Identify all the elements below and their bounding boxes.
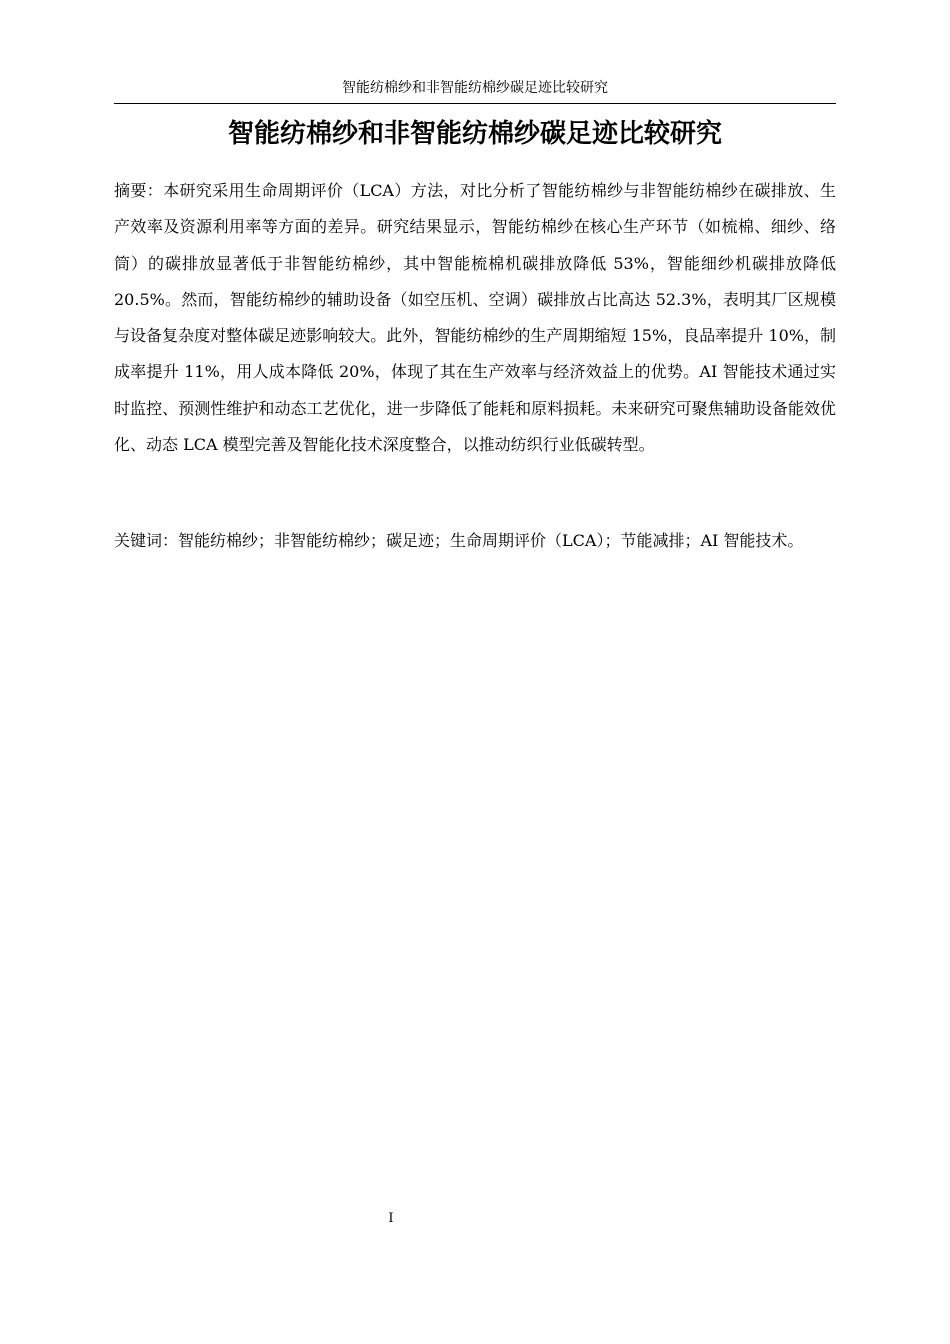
keywords-paragraph — [114, 524, 836, 558]
running-header: 智能纺棉纱和非智能纺棉纱碳足迹比较研究 — [342, 80, 608, 96]
keywords-label: 关键词： — [114, 531, 179, 550]
header-divider — [114, 103, 836, 104]
abstract-text: 本研究采用生命周期评价（LCA）方法，对比分析了智能纺棉纱与非智能纺棉纱在碳排放、生产效率及资源利用率等方面的差异。研究结果显示，智能纺棉纱在核心生产环节（如梳棉、细纱、络筒）的碳排放显著低于非智能纺棉纱，其中智能梳棉机碳排放降低 53%，智能细纱机碳排放降低 20.5%。然而，智能纺棉纱的辅助设备（如空压机、空调）碳排放占比高达 52.3%，表明其厂区规模与设备复杂度对整体碳足迹影响较大。此外，智能纺棉纱的生产周期缩短 15%，良品率提升 10%，制成率提升 11%，用人成本降低 20%，体现了其在生产效率与经济效益上的优势。AI 智能技术通过实时监控、预测性维护和动态工艺优化，进一步降低了能耗和原料损耗。未来研究可聚焦辅助设备能效优化、动态 LCA 模型完善及智能化技术深度整合，以推动纺织行业低碳转型。 — [114, 181, 836, 455]
abstract-label: 摘要： — [114, 181, 164, 200]
keywords-text: 智能纺棉纱；非智能纺棉纱；碳足迹；生命周期评价（LCA）；节能减排；AI 智能技术。 — [178, 531, 804, 550]
abstract-paragraph — [114, 173, 836, 463]
page-number: I — [388, 1211, 394, 1226]
document-title: 智能纺棉纱和非智能纺棉纱碳足迹比较研究 — [227, 119, 722, 149]
